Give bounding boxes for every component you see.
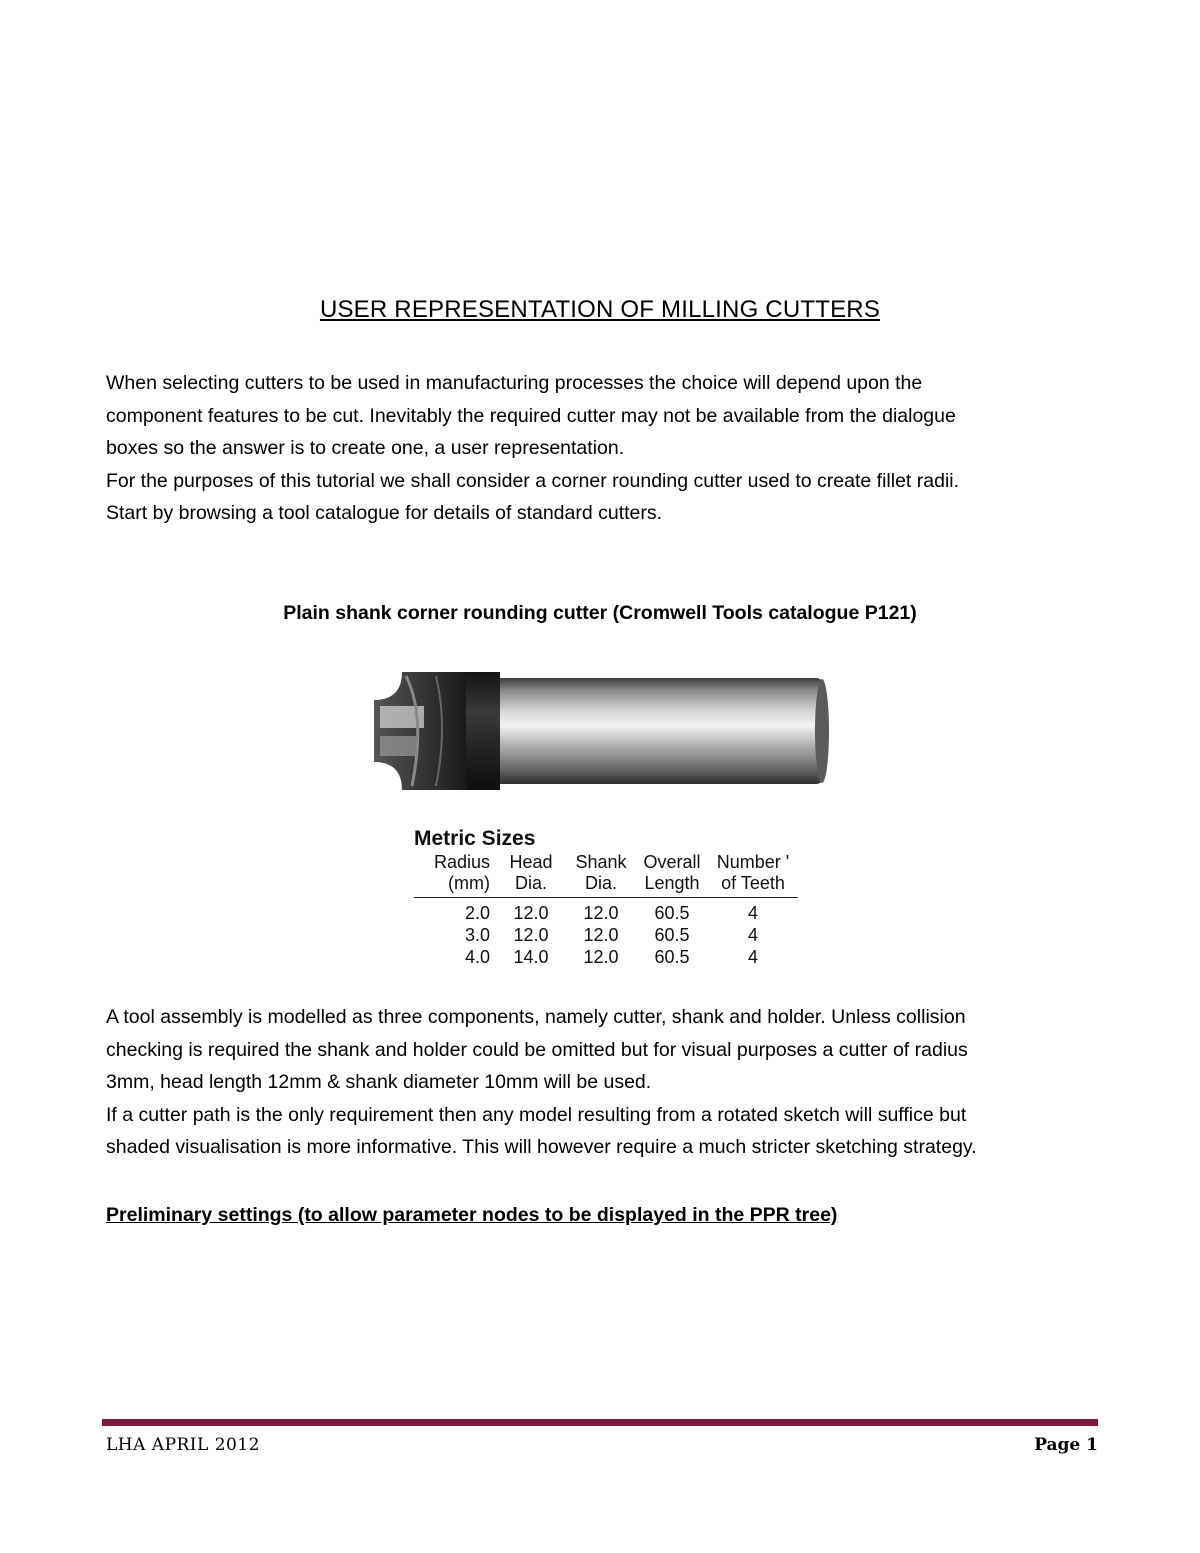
column-header: Overall xyxy=(643,852,701,872)
table-cell: 3.0 xyxy=(464,925,490,945)
table-cell: 12.0 xyxy=(583,947,619,967)
column-header: Dia. xyxy=(566,873,636,898)
column-header: Radius xyxy=(433,852,490,872)
column-header: Head xyxy=(509,852,553,872)
table-cell: 60.5 xyxy=(654,903,690,923)
metric-sizes-table-block xyxy=(414,826,799,968)
figure-caption: Plain shank corner rounding cutter (Cromwell Tools catalogue P121) xyxy=(283,602,917,624)
body-line: checking is required the shank and holder could be omitted but for visual purposes a cutter of radius xyxy=(106,1038,968,1061)
body-line: shaded visualisation is more informative. This will however require a much stricter sketching strategy. xyxy=(106,1136,977,1158)
shank xyxy=(494,678,824,784)
page-number: Page 1 xyxy=(1034,1435,1098,1455)
table-cell: 60.5 xyxy=(654,925,690,945)
document-title: USER REPRESENTATION OF MILLING CUTTERS xyxy=(319,296,881,323)
table-cell: 12.0 xyxy=(583,925,619,945)
column-header: Length xyxy=(636,873,708,898)
table-cell: 4.0 xyxy=(464,947,490,967)
table-cell: 4 xyxy=(747,903,758,923)
column-header: (mm) xyxy=(414,873,496,898)
body-line: If a cutter path is the only requirement then any model resulting from a rotated sketch will suffice but xyxy=(106,1103,967,1126)
table-cell: 14.0 xyxy=(513,947,549,967)
table-cell: 60.5 xyxy=(654,947,690,967)
table-cell: 4 xyxy=(747,925,758,945)
table-row xyxy=(414,924,798,946)
intro-line: When selecting cutters to be used in manufacturing processes the choice will depend upon the xyxy=(106,372,923,394)
corner-rounding-cutter-image xyxy=(366,666,832,796)
footer-rule xyxy=(102,1419,1098,1426)
cutting-head xyxy=(374,672,466,790)
column-header: Shank xyxy=(575,852,627,872)
table-cell: 12.0 xyxy=(513,925,549,945)
body-line: 3mm, head length 12mm & shank diameter 10mm will be used. xyxy=(106,1071,652,1093)
table-row xyxy=(414,898,798,925)
metric-sizes-table xyxy=(414,852,798,968)
intro-paragraph xyxy=(106,367,1106,530)
table-row xyxy=(414,946,798,968)
table-cell: 12.0 xyxy=(513,903,549,923)
intro-line: For the purposes of this tutorial we shall consider a corner rounding cutter used to create fillet radii. xyxy=(106,469,960,492)
column-header: Dia. xyxy=(496,873,566,898)
body-paragraph xyxy=(106,1001,1106,1164)
collar xyxy=(462,672,500,790)
footer-author-date: LHA APRIL 2012 xyxy=(106,1435,260,1455)
column-header: of Teeth xyxy=(708,873,798,898)
table-cell: 12.0 xyxy=(583,903,619,923)
intro-line: Start by browsing a tool catalogue for details of standard cutters. xyxy=(106,502,663,524)
body-line: A tool assembly is modelled as three components, namely cutter, shank and holder. Unless collision xyxy=(106,1006,966,1028)
table-cell: 2.0 xyxy=(464,903,490,923)
column-header: Number ' xyxy=(716,852,790,872)
intro-line: component features to be cut. Inevitably the required cutter may not be available from the dialogue xyxy=(106,404,956,427)
intro-line: boxes so the answer is to create one, a user representation. xyxy=(106,437,625,459)
table-cell: 4 xyxy=(747,947,758,967)
table-heading: Metric Sizes xyxy=(414,827,536,850)
section-heading: Preliminary settings (to allow parameter nodes to be displayed in the PPR tree) xyxy=(106,1204,838,1226)
